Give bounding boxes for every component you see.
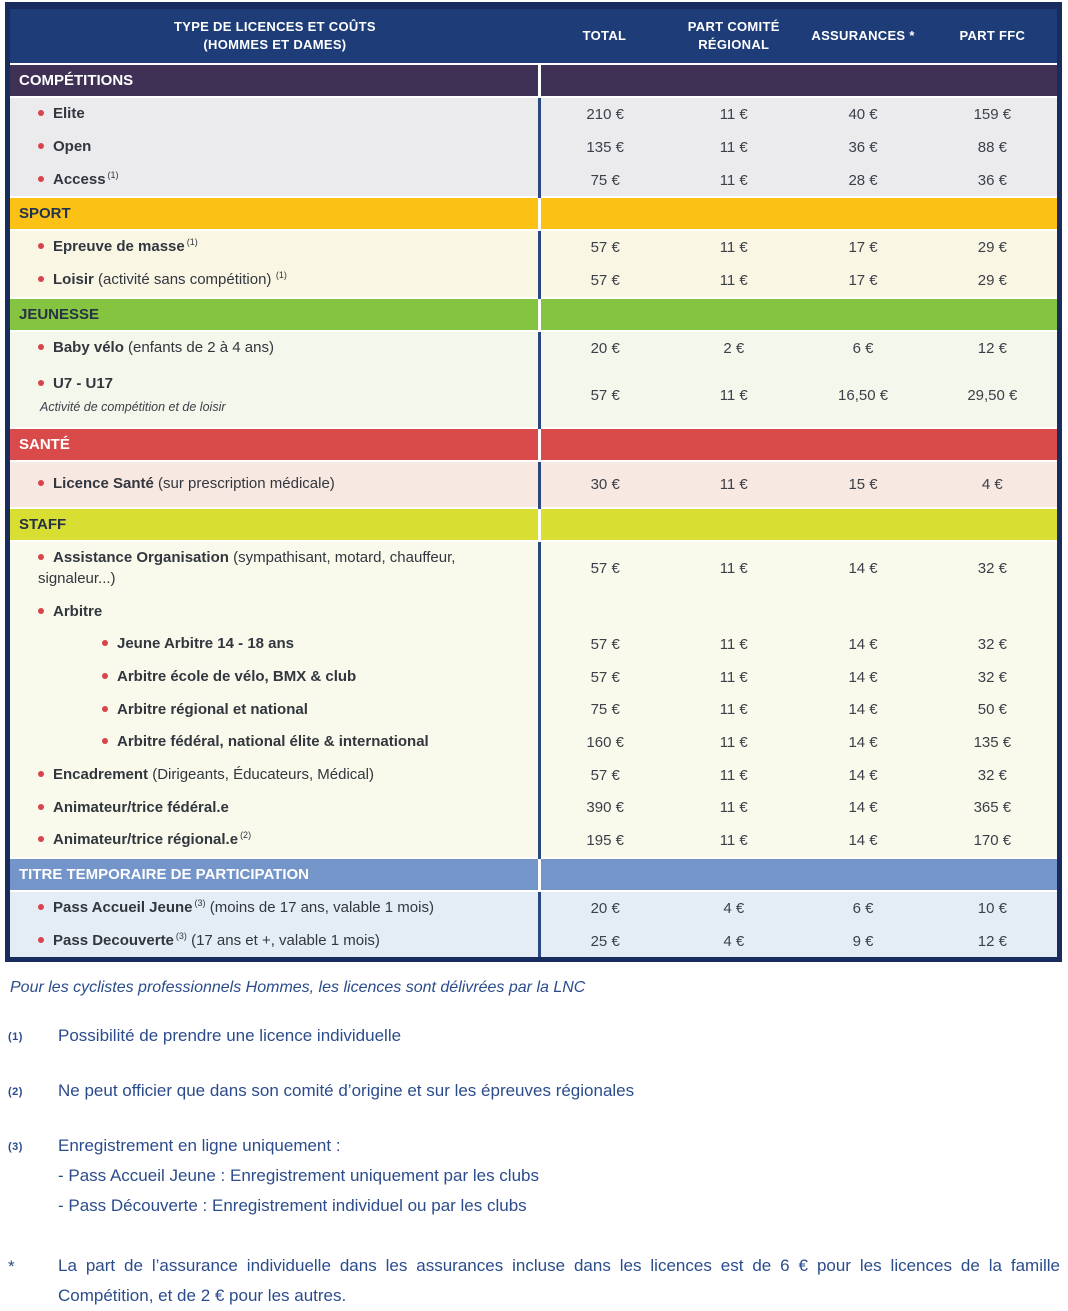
license-detail: (activité sans compétition) (93, 271, 272, 289)
section-band-fill (540, 428, 1057, 461)
price-cell: 14 € (848, 734, 878, 752)
bullet-icon (38, 554, 44, 560)
section-label: TITRE TEMPORAIRE DE PARTICIPATION (10, 858, 540, 891)
footnote-reference: (1) (107, 169, 119, 180)
license-label-cell (10, 661, 540, 694)
price-cell: 11 € (719, 799, 748, 817)
license-price-table (5, 2, 1062, 962)
license-label-cell (10, 164, 540, 198)
footnote-reference: (2) (240, 830, 252, 841)
price-cell: 11 € (719, 668, 748, 686)
footnote-3 (8, 1131, 1060, 1221)
license-label-cell (10, 461, 540, 508)
license-label-cell (10, 694, 540, 727)
license-name: Pass Decouverte (53, 931, 174, 949)
license-name: Arbitre régional et national (117, 700, 308, 718)
license-name: Open (53, 138, 92, 156)
price-cell: 50 € (977, 701, 1007, 719)
license-label-cell (10, 925, 540, 958)
price-cell: 57 € (590, 636, 620, 654)
bullet-icon (38, 110, 44, 116)
price-cell: 11 € (719, 734, 748, 752)
bullet-icon (38, 380, 44, 386)
price-cell: 10 € (977, 899, 1007, 917)
price-cell: 6 € (852, 339, 874, 357)
price-cell: 57 € (590, 271, 620, 289)
footnote-star-text: La part de l’assurance individuelle dans les assurances incluse dans les licences est de 6 € pour les licences de la famille Compétition, et de 2 € pour les autres. (58, 1256, 1060, 1306)
license-name: Arbitre fédéral, national élite & international (117, 733, 429, 751)
license-row (10, 365, 1057, 429)
bullet-icon (38, 771, 44, 777)
license-row (10, 925, 1057, 958)
license-name: Arbitre (53, 602, 103, 620)
license-row (10, 628, 1057, 661)
price-cell: 11 € (719, 701, 748, 719)
column-header-type (10, 9, 540, 64)
price-cell: 75 € (590, 701, 620, 719)
license-label-cell (10, 230, 540, 264)
price-cell: 9 € (852, 932, 874, 950)
license-name: Licence Santé (53, 475, 154, 493)
license-label-cell (10, 331, 540, 365)
bullet-icon (102, 640, 108, 646)
license-name: Jeune Arbitre 14 - 18 ans (117, 635, 295, 653)
footnote-reference: (3) (175, 930, 187, 941)
license-row (10, 331, 1057, 365)
price-cell: 14 € (848, 766, 878, 784)
price-cell: 12 € (977, 339, 1007, 357)
bullet-icon (102, 673, 108, 679)
price-cell: 390 € (586, 799, 624, 817)
price-cell: 32 € (977, 668, 1007, 686)
price-cell: 11 € (719, 832, 748, 850)
license-label-cell (10, 891, 540, 925)
license-name: Pass Accueil Jeune (53, 899, 193, 916)
license-row (10, 792, 1057, 825)
price-cell: 11 € (719, 138, 748, 156)
price-cell: 16,50 € (838, 387, 889, 405)
section-band-jeunesse (10, 298, 1057, 331)
footnote-2-marker: (2) (8, 1086, 23, 1099)
section-label: JEUNESSE (10, 298, 540, 331)
price-cell: 135 € (973, 734, 1012, 752)
license-row (10, 824, 1057, 858)
price-cell: 11 € (719, 560, 748, 578)
bullet-icon (38, 176, 44, 182)
bullet-icon (38, 276, 44, 282)
price-cell: 17 € (848, 271, 878, 289)
price-cell: 32 € (977, 766, 1007, 784)
license-name: Encadrement (53, 765, 149, 783)
price-cell: 57 € (590, 766, 620, 784)
price-cell: 36 € (977, 171, 1007, 189)
column-header-total: TOTAL (540, 9, 669, 64)
footnote-star-marker: * (8, 1257, 16, 1277)
license-label-cell (10, 726, 540, 759)
footnote-reference: (1) (186, 237, 198, 248)
price-cell: 6 € (852, 899, 874, 917)
price-cell: 57 € (590, 668, 620, 686)
bullet-icon (38, 608, 44, 614)
license-row (10, 230, 1057, 264)
license-name: Epreuve de masse (53, 238, 185, 256)
section-label: COMPÉTITIONS (10, 64, 540, 97)
bullet-icon (38, 804, 44, 810)
license-name: U7 - U17 (53, 374, 114, 392)
price-cell: 2 € (723, 339, 745, 357)
price-cell: 36 € (848, 138, 878, 156)
license-label-cell (10, 365, 540, 429)
footnote-3-subtext-1: - Pass Accueil Jeune : Enregistrement uniquement par les clubs (58, 1166, 539, 1186)
bullet-icon (38, 480, 44, 486)
price-cell: 11 € (719, 239, 748, 257)
price-cell: 57 € (590, 387, 620, 405)
price-cell: 11 € (719, 171, 748, 189)
license-row (10, 97, 1057, 131)
price-cell: 11 € (719, 271, 748, 289)
price-cell: 14 € (848, 832, 878, 850)
price-cell: 75 € (590, 171, 620, 189)
license-row (10, 541, 1057, 595)
license-name: Access (53, 170, 106, 188)
price-cell: 29,50 € (967, 387, 1018, 405)
footnote-1 (8, 1021, 1060, 1052)
price-cell: 57 € (590, 560, 620, 578)
table-header (10, 9, 1057, 64)
license-label-cell (10, 759, 540, 792)
price-cell: 17 € (848, 239, 878, 257)
price-cell: 4 € (723, 899, 745, 917)
bullet-icon (38, 243, 44, 249)
price-cell: 40 € (848, 106, 878, 124)
license-row (10, 694, 1057, 727)
price-cell: 29 € (977, 271, 1007, 289)
license-subnote: Activité de compétition et de loisir (40, 400, 226, 415)
price-cell: 11 € (719, 106, 748, 124)
license-name: Arbitre école de vélo, BMX & club (117, 667, 357, 685)
section-band-fill (540, 508, 1057, 541)
price-cell: 30 € (590, 476, 620, 494)
price-cell: 4 € (981, 476, 1003, 494)
price-cell: 57 € (590, 239, 620, 257)
price-cell: 32 € (977, 560, 1007, 578)
price-cell: 4 € (723, 932, 745, 950)
price-cell: 170 € (973, 832, 1012, 850)
price-cell: 14 € (848, 701, 878, 719)
license-name: Assistance Organisation (53, 549, 229, 567)
price-cell (540, 596, 669, 629)
price-cell: 365 € (973, 799, 1012, 817)
license-detail: (moins de 17 ans, valable 1 mois) (205, 899, 434, 916)
license-label-cell (10, 97, 540, 131)
license-detail: (Dirigeants, Éducateurs, Médical) (148, 765, 374, 783)
bullet-icon (38, 344, 44, 350)
footnote-2 (8, 1076, 1060, 1107)
footnote-reference: (1) (273, 270, 287, 281)
license-detail: (17 ans et +, valable 1 mois) (186, 931, 380, 949)
section-band-fill (540, 197, 1057, 230)
section-label: STAFF (10, 508, 540, 541)
license-label-cell (10, 628, 540, 661)
price-cell: 11 € (719, 766, 748, 784)
section-band-sport (10, 197, 1057, 230)
bullet-icon (38, 143, 44, 149)
license-row (10, 891, 1057, 925)
price-cell: 159 € (973, 106, 1012, 124)
column-header-part-comite: PART COMITÉ RÉGIONAL (669, 9, 798, 64)
license-row (10, 461, 1057, 508)
license-detail: (enfants de 2 à 4 ans) (123, 338, 274, 356)
price-cell: 25 € (590, 932, 620, 950)
section-label: SANTÉ (10, 428, 540, 461)
section-band-fill (540, 298, 1057, 331)
price-cell: 11 € (719, 387, 748, 405)
license-detail: (sympathisant, motard, chauffeur, signaleur...) (38, 549, 456, 587)
license-name: Elite (53, 105, 85, 123)
price-cell (669, 596, 798, 629)
footnote-3-marker: (3) (8, 1141, 23, 1154)
footnote-2-text: Ne peut officier que dans son comité d’origine et sur les épreuves régionales (58, 1081, 635, 1101)
column-header-part-ffc: PART FFC (928, 9, 1057, 64)
license-row (10, 661, 1057, 694)
license-row (10, 759, 1057, 792)
price-cell (798, 596, 927, 629)
price-cell: 195 € (586, 832, 624, 850)
price-cell: 29 € (977, 239, 1007, 257)
column-header-type-line1: TYPE DE LICENCES ET COÛTS (173, 19, 376, 34)
column-header-assurances: ASSURANCES * (798, 9, 927, 64)
license-row (10, 726, 1057, 759)
price-cell: 11 € (719, 476, 748, 494)
footnotes (8, 979, 1060, 1311)
price-cell: 28 € (848, 171, 878, 189)
bullet-icon (38, 937, 44, 943)
license-label-cell (10, 264, 540, 298)
price-cell: 14 € (848, 560, 878, 578)
price-cell: 32 € (977, 636, 1007, 654)
license-name: Baby vélo (53, 338, 124, 356)
footnote-3-subtext-2: - Pass Découverte : Enregistrement individuel ou par les clubs (58, 1196, 527, 1216)
license-row (10, 264, 1057, 298)
section-label: SPORT (10, 197, 540, 230)
section-band-sante (10, 428, 1057, 461)
price-cell: 160 € (586, 734, 624, 752)
bullet-icon (102, 738, 108, 744)
footnote-3-text: Enregistrement en ligne uniquement : (58, 1136, 341, 1156)
license-name: Animateur/trice fédéral.e (53, 798, 229, 816)
license-row (10, 596, 1057, 629)
section-band-competitions (10, 64, 1057, 97)
license-label-cell (10, 131, 540, 164)
section-band-fill (540, 64, 1057, 97)
bullet-icon (38, 836, 44, 842)
price-cell: 14 € (848, 799, 878, 817)
lnc-note: Pour les cyclistes professionnels Hommes, les licences sont délivrées par la LNC (10, 979, 586, 997)
license-row (10, 131, 1057, 164)
price-cell: 20 € (590, 899, 620, 917)
price-cell: 135 € (586, 138, 624, 156)
license-table (10, 9, 1057, 957)
price-cell: 88 € (977, 138, 1007, 156)
bullet-icon (102, 706, 108, 712)
price-cell: 14 € (848, 668, 878, 686)
license-label-cell (10, 541, 540, 595)
section-band-staff (10, 508, 1057, 541)
price-cell: 20 € (590, 339, 620, 357)
price-cell: 11 € (719, 636, 748, 654)
footnote-star (8, 1251, 1060, 1311)
license-row (10, 164, 1057, 198)
price-cell: 14 € (848, 636, 878, 654)
footnote-1-marker: (1) (8, 1031, 23, 1044)
license-detail: (sur prescription médicale) (153, 475, 335, 493)
column-header-type-line2: (HOMMES ET DAMES) (203, 37, 347, 53)
price-cell (928, 596, 1057, 629)
price-cell: 12 € (977, 932, 1007, 950)
section-band-titre-temporaire (10, 858, 1057, 891)
bullet-icon (38, 904, 44, 910)
price-cell: 210 € (586, 106, 624, 124)
footnote-reference: (3) (194, 898, 206, 908)
section-band-fill (540, 858, 1057, 891)
license-label-cell (10, 596, 540, 629)
license-label-cell (10, 792, 540, 825)
price-cell: 15 € (848, 476, 878, 494)
license-name: Animateur/trice régional.e (53, 831, 239, 849)
license-label-cell (10, 824, 540, 858)
footnote-1-text: Possibilité de prendre une licence individuelle (58, 1026, 402, 1046)
license-name: Loisir (53, 271, 94, 289)
license-table-body (10, 64, 1057, 957)
